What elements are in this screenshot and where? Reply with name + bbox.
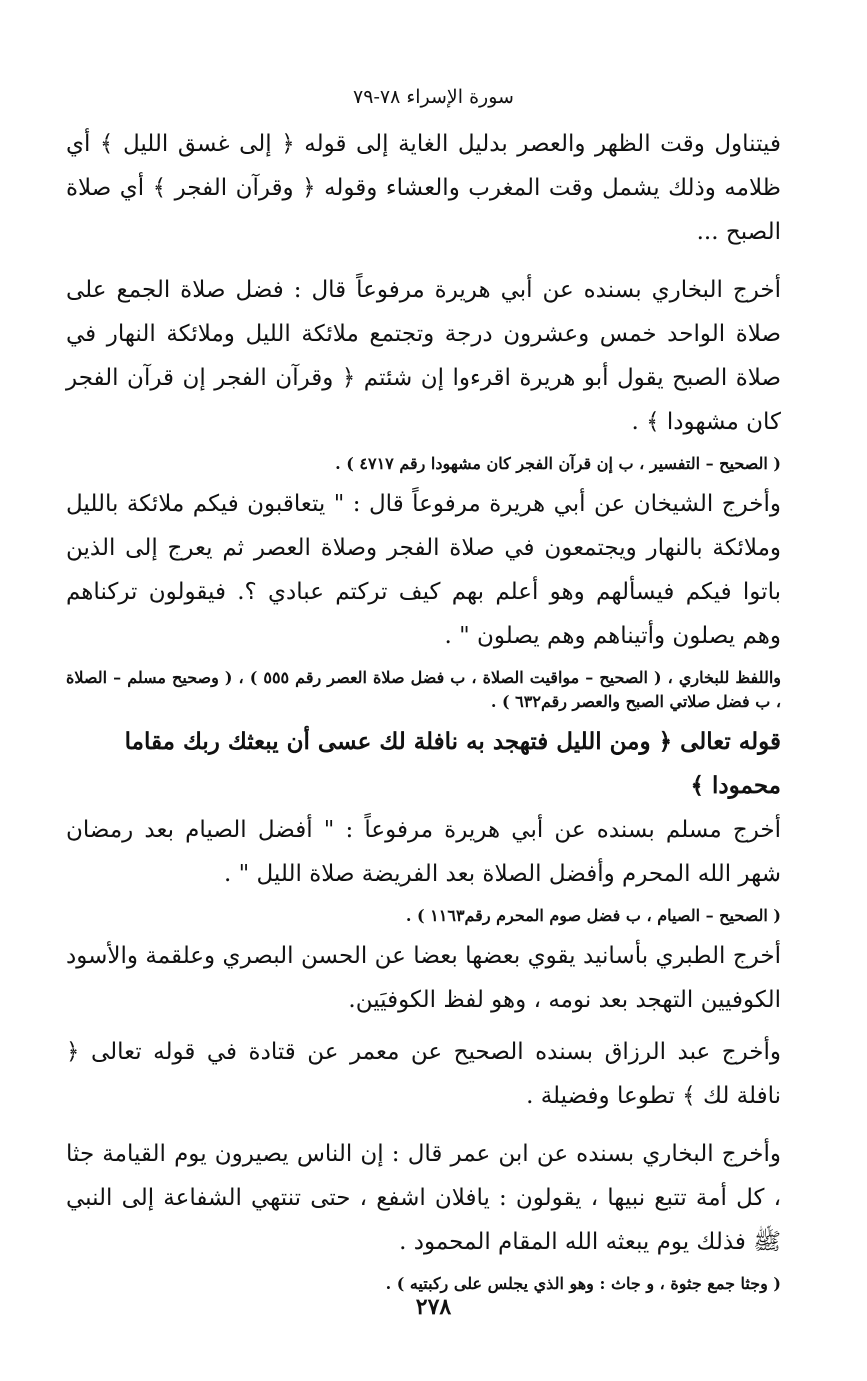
reference-note: واللفظ للبخاري ، ( الصحيح – مواقيت الصلاة ، ب فضل صلاة العصر رقم ٥٥٥ ) ، ( وصحيح مسلم – الصلاة ، ب فضل صلاتي الصبح والعصر رقم٦٣٢ ) . [66,668,781,711]
paragraph-muslim-hadith: أخرج مسلم بسنده عن أبي هريرة مرفوعاً : " أفضل الصيام بعد رمضان شهر الله المحرم وأفضل الصلاة بعد الفريضة صلاة الليل " . [66,817,781,887]
paragraph-abdulrazzaq: وأخرج عبد الرزاق بسنده الصحيح عن معمر عن قتادة في قوله تعالى ﴿ نافلة لك ﴾ تطوعا وفضيلة . [66,1039,781,1109]
paragraph-ibn-umar: وأخرج البخاري بسنده عن ابن عمر قال : إن الناس يصيرون يوم القيامة جثا ، كل أمة تتبع نبيها ، يقولون : يافلان اشفع ، حتى تنتهي الشفاعة إلى النبي ﷺ فذلك يوم يبعثه الله المقام المحمود . [66,1141,781,1255]
page-body [66,122,781,1302]
paragraph-shaykhan-hadith: وأخرج الشيخان عن أبي هريرة مرفوعاً قال : " يتعاقبون فيكم ملائكة بالليل وملائكة بالنهار ويجتمعون في صلاة الفجر وصلاة العصر ثم يعرج إلى الذين باتوا فيكم فيسألهم وهو أعلم بهم كيف تركتم عبادي ؟. فيقولون تركناهم وهم يصلون وأتيناهم وهم يصلون " . [66,491,781,649]
paragraph-tafsir-intro: فيتناول وقت الظهر والعصر بدليل الغاية إلى قوله ﴿ إلى غسق الليل ﴾ أي ظلامه وذلك يشمل وقت المغرب والعشاء وقوله ﴿ وقرآن الفجر ﴾ أي صلاة الصبح ... [66,131,781,245]
page-number: ٢٧٨ [415,1294,452,1320]
verse-heading: قوله تعالى ﴿ ومن الليل فتهجد به نافلة لك عسى أن يبعثك ربك مقاما محمودا ﴾ [124,728,781,799]
reference-note: ( الصحيح – الصيام ، ب فضل صوم المحرم رقم١١٦٣ ) . [405,906,781,925]
reference-note: ( وجثا جمع جثوة ، و جاث : وهو الذي يجلس على ركبتيه ) . [385,1274,781,1293]
paragraph-bukhari-hadith: أخرج البخاري بسنده عن أبي هريرة مرفوعاً قال : فضل صلاة الجمع على صلاة الواحد خمس وعشرون درجة وتجتمع ملائكة الليل وملائكة النهار في صلاة الصبح يقول أبو هريرة اقرءوا إن شئتم ﴿ وقرآن الفجر إن قرآن الفجر كان مشهودا ﴾ . [66,277,781,435]
reference-note: ( الصحيح – التفسير ، ب إن قرآن الفجر كان مشهودا رقم ٤٧١٧ ) . [335,454,781,473]
paragraph-tabari: أخرج الطبري بأسانيد يقوي بعضها بعضا عن الحسن البصري وعلقمة والأسود الكوفيين التهجد بعد نومه ، وهو لفظ الكوفيَين. [66,943,781,1013]
running-header: سورة الإسراء ٧٨-٧٩ [353,86,514,108]
